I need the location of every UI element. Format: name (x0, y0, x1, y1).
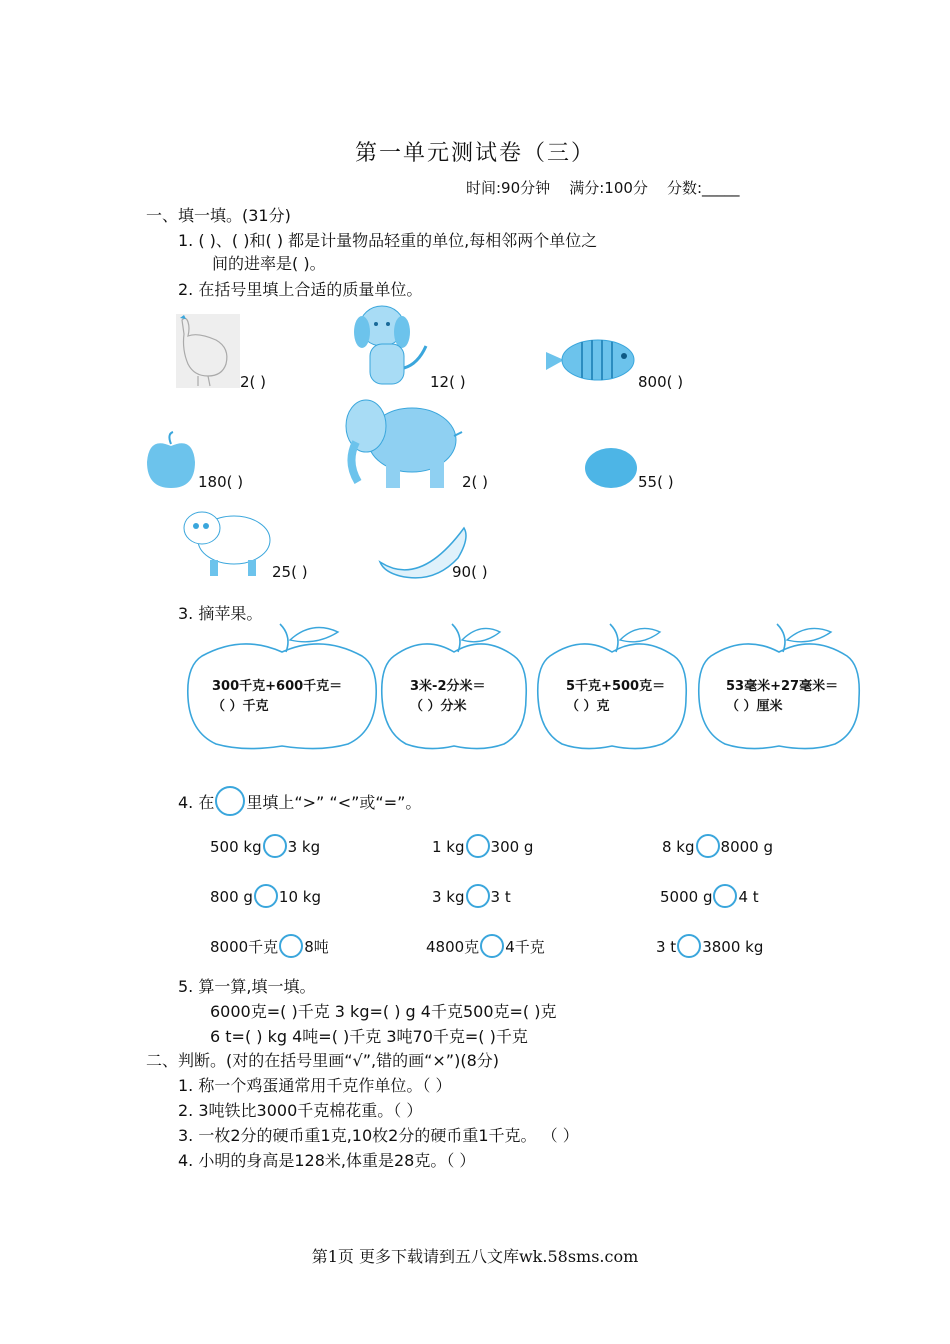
elephant-image (342, 396, 464, 492)
q5-text: 5. 算一算,填一填。 (178, 977, 316, 996)
apple-2-line1: 3米-2分米＝ (410, 679, 486, 694)
compare-circle-9[interactable] (677, 934, 701, 958)
apple-question-3[interactable] (566, 677, 665, 717)
section2-heading: 二、判断。(对的在括号里画“√”,错的画“×”)(8分) (146, 1051, 499, 1070)
compare-item-8: 4800克 4千克 (426, 934, 545, 958)
compare-circle-4[interactable] (254, 884, 278, 908)
sheep-image (176, 504, 274, 580)
apple-question-1[interactable] (212, 677, 342, 717)
page-title: 第一单元测试卷（三） (354, 141, 595, 166)
time-limit: 时间:90分钟 (466, 179, 551, 197)
q2-label-elephant[interactable]: 2( ) (462, 473, 489, 491)
compare-item-4: 800 g 10 kg (210, 884, 321, 908)
egg-image (584, 446, 638, 490)
section1-heading: 一、填一填。(31分) (146, 206, 291, 225)
judge-item-3[interactable]: 3. 一枚2分的硬币重1克,10枚2分的硬币重1千克。 （ ） (178, 1126, 579, 1145)
apple-4-line1: 53毫米+27毫米＝ (726, 679, 839, 694)
judge-item-2[interactable]: 2. 3吨铁比3000千克棉花重。（ ） (178, 1101, 423, 1120)
apple-1-line2[interactable]: （ ）千克 (212, 699, 269, 714)
q1-line1[interactable]: 1. ( )、( )和( ) 都是计量物品轻重的单位,每相邻两个单位之 (178, 231, 598, 250)
q4-prefix: 4. 在 (178, 793, 215, 812)
exam-meta (466, 177, 740, 198)
q2-label-fish[interactable]: 800( ) (638, 373, 684, 391)
apple-3-line1: 5千克+500克＝ (566, 679, 666, 694)
q2-text: 2. 在括号里填上合适的质量单位。 (178, 280, 423, 299)
apple-question-2[interactable] (410, 677, 486, 717)
compare-item-5: 3 kg 3 t (432, 884, 511, 908)
fish-image (542, 330, 640, 388)
compare-circle-8[interactable] (480, 934, 504, 958)
apple-4-line2[interactable]: （ ）厘米 (726, 699, 783, 714)
page-footer: 第1页 更多下载请到五八文库wk.58sms.com (311, 1247, 639, 1266)
compare-circle-5[interactable] (466, 884, 490, 908)
apple-3-line2[interactable]: （ ）克 (566, 699, 610, 714)
q3-text: 3. 摘苹果。 (178, 604, 263, 623)
judge-item-4[interactable]: 4. 小明的身高是128米,体重是28克。（ ） (178, 1151, 476, 1170)
q2-label-puppy[interactable]: 12( ) (430, 373, 466, 391)
q5-line2[interactable]: 6 t=( ) kg 4吨=( )千克 3吨70千克=( )千克 (210, 1027, 528, 1046)
compare-item-3: 8 kg 8000 g (662, 834, 773, 858)
q4-text (178, 786, 421, 816)
compare-item-2: 1 kg 300 g (432, 834, 533, 858)
q5-line1[interactable]: 6000克=( )千克 3 kg=( ) g 4千克500克=( )克 (210, 1002, 557, 1021)
judge-item-1[interactable]: 1. 称一个鸡蛋通常用千克作单位。（ ） (178, 1076, 452, 1095)
apple-2-line2[interactable]: （ ）分米 (410, 699, 467, 714)
q2-label-banana[interactable]: 90( ) (452, 563, 488, 581)
q4-suffix: 里填上“>” “<”或“=”。 (246, 793, 422, 812)
score-field[interactable]: 分数:_____ (667, 179, 740, 197)
circle-icon (215, 786, 245, 816)
compare-circle-1[interactable] (263, 834, 287, 858)
chicken-image (176, 314, 240, 388)
q2-label-chicken[interactable]: 2( ) (240, 373, 267, 391)
compare-circle-2[interactable] (466, 834, 490, 858)
puppy-image (352, 298, 432, 390)
q1-line2[interactable]: 间的进率是( )。 (212, 254, 326, 273)
apple-image (146, 430, 196, 490)
q2-label-sheep[interactable]: 25( ) (272, 563, 308, 581)
apple-question-4[interactable] (726, 677, 838, 717)
compare-item-9: 3 t 3800 kg (656, 934, 763, 958)
full-score: 满分:100分 (569, 179, 648, 197)
apple-1-line1: 300千克+600千克＝ (212, 679, 343, 694)
compare-circle-7[interactable] (279, 934, 303, 958)
compare-item-6: 5000 g 4 t (660, 884, 759, 908)
compare-item-1: 500 kg 3 kg (210, 834, 320, 858)
q2-label-egg[interactable]: 55( ) (638, 473, 674, 491)
compare-circle-3[interactable] (696, 834, 720, 858)
compare-circle-6[interactable] (713, 884, 737, 908)
compare-item-7: 8000千克 8吨 (210, 934, 329, 958)
q2-label-apple[interactable]: 180( ) (198, 473, 244, 491)
